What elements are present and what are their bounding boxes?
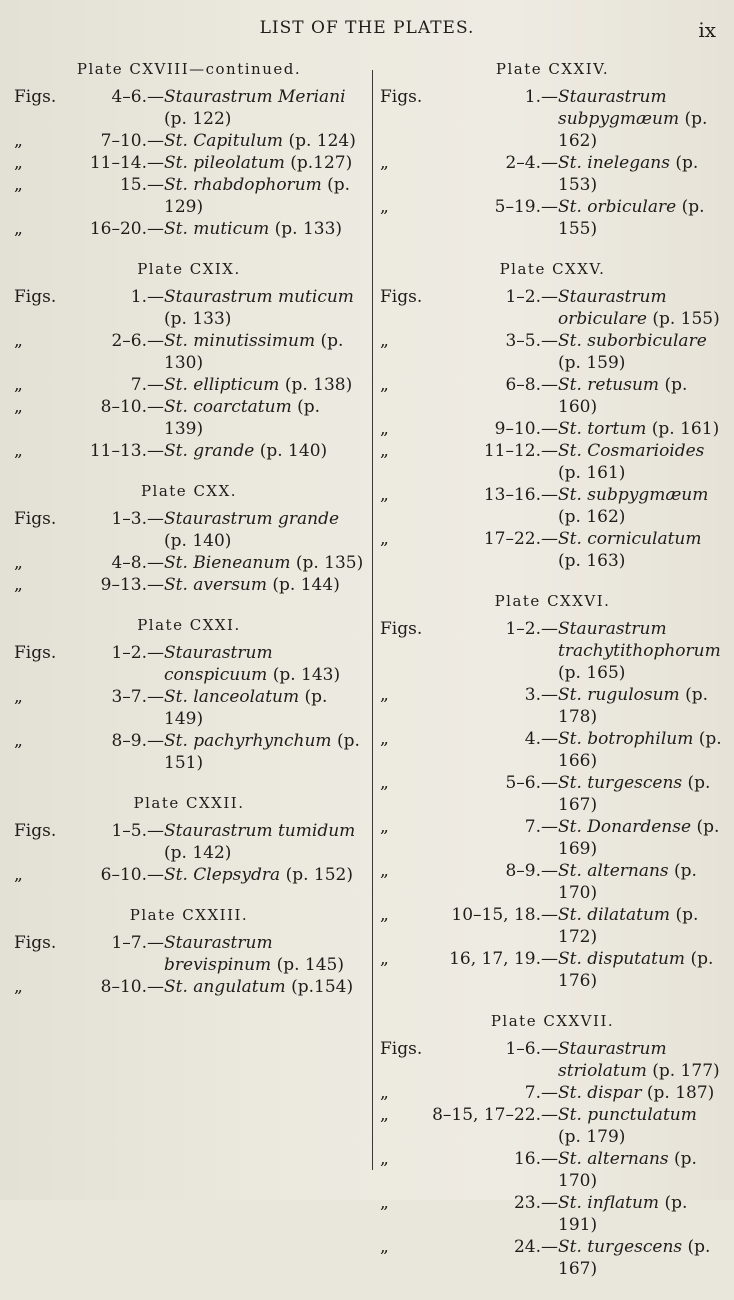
figs-label: „: [380, 485, 389, 505]
plate-section: [380, 260, 725, 572]
figure-entry: [14, 396, 364, 440]
figs-label: Figs.: [380, 287, 423, 307]
figure-entry: [14, 976, 364, 998]
species-name: St. muticum: [164, 219, 270, 239]
species-name: Staurastrum Meriani: [164, 87, 346, 107]
species-name: St. alternans: [558, 861, 669, 881]
figure-entry: [14, 440, 364, 462]
species-name: Staurastrum orbiculare: [558, 287, 667, 329]
page-reference: (p. 170): [558, 861, 697, 903]
species-entry: [164, 218, 364, 240]
figure-numbers: 6–8.—: [505, 375, 558, 395]
figure-numbers: 1–6.—: [505, 1039, 558, 1059]
figs-label: „: [380, 1105, 389, 1125]
figure-entry: [14, 174, 364, 218]
figs-label: „: [14, 731, 23, 751]
figs-label: Figs.: [14, 821, 57, 841]
figure-numbers: 1.—: [524, 87, 558, 107]
figs-label: „: [380, 1149, 389, 1169]
page-reference: (p. 191): [558, 1193, 688, 1235]
species-name: St. inelegans: [558, 153, 670, 173]
figure-entry: [380, 330, 725, 374]
figure-numbers: 13–16.—: [483, 485, 558, 505]
page-reference: (p. 176): [558, 949, 714, 991]
plate-title: Plate CXIX.: [137, 260, 241, 278]
figs-label: „: [380, 949, 389, 969]
figs-label: Figs.: [14, 643, 57, 663]
species-name: St. rhabdophorum: [164, 175, 322, 195]
figure-entry: [14, 286, 364, 330]
figs-label: „: [380, 529, 389, 549]
species-entry: [558, 152, 725, 196]
figure-entry: [14, 686, 364, 730]
species-name: St. dispar: [558, 1083, 642, 1103]
figure-numbers: 9–10.—: [494, 419, 558, 439]
species-name: St. grande: [164, 441, 255, 461]
page-reference: (p. 135): [295, 553, 364, 573]
figure-numbers: 2–4.—: [505, 153, 558, 173]
species-entry: [558, 860, 725, 904]
species-entry: [558, 484, 725, 528]
figure-entry: [380, 772, 725, 816]
figure-numbers: 9–13.—: [100, 575, 164, 595]
page-reference: (p. 133): [164, 309, 232, 329]
page-title: LIST OF THE PLATES.: [259, 18, 475, 38]
species-name: St. subpygmæum: [558, 485, 709, 505]
figure-entry: [380, 196, 725, 240]
figs-label: „: [14, 131, 23, 151]
plate-section: [14, 906, 364, 998]
figure-entry: [14, 130, 364, 152]
page-reference: (p. 133): [274, 219, 343, 239]
species-entry: [558, 1082, 725, 1104]
page-reference: (p. 172): [558, 905, 699, 947]
figs-label: „: [380, 1237, 389, 1257]
figure-numbers: 24.—: [513, 1237, 558, 1257]
plate-title: Plate CXVIII—continued.: [76, 60, 302, 78]
species-name: Staurastrum muticum: [164, 287, 354, 307]
plate-title: Plate CXXI.: [137, 616, 241, 634]
figs-label: Figs.: [14, 933, 57, 953]
figure-numbers: 10–15, 18.—: [451, 905, 558, 925]
figure-entry: [14, 86, 364, 130]
column-divider: [372, 70, 373, 1170]
page-reference: (p. 149): [164, 687, 328, 729]
plate-section: [14, 616, 364, 774]
figure-numbers: 5–6.—: [505, 773, 558, 793]
species-name: Staurastrum tumidum: [164, 821, 356, 841]
figure-entry: [14, 864, 364, 886]
figs-label: „: [14, 375, 23, 395]
figure-numbers: 2–6.—: [111, 331, 164, 351]
page-reference: (p. 162): [558, 507, 626, 527]
figs-label: „: [14, 441, 23, 461]
page-reference: (p. 152): [285, 865, 353, 885]
figs-label: „: [380, 1083, 389, 1103]
species-entry: [558, 816, 725, 860]
figure-entry: [380, 948, 725, 992]
page-reference: (p.127): [290, 153, 353, 173]
species-name: St. alternans: [558, 1149, 669, 1169]
figure-numbers: 8–9.—: [505, 861, 558, 881]
species-name: St. Bieneanum: [164, 553, 291, 573]
figs-label: „: [380, 197, 389, 217]
species-entry: [164, 864, 364, 886]
page-reference: (p. 153): [558, 153, 699, 195]
page-reference: (p. 160): [558, 375, 688, 417]
page-reference: (p. 178): [558, 685, 708, 727]
figure-entry: [380, 684, 725, 728]
species-entry: [164, 330, 364, 374]
page-reference: (p. 130): [164, 331, 344, 373]
plate-section: [14, 260, 364, 462]
plate-section: [14, 794, 364, 886]
figure-entry: [380, 440, 725, 484]
plate-title: Plate CXXIV.: [495, 60, 610, 78]
species-entry: [558, 904, 725, 948]
figure-entry: [380, 1082, 725, 1104]
figs-label: „: [380, 375, 389, 395]
figure-entry: [14, 330, 364, 374]
species-entry: [164, 440, 364, 462]
right-column: [380, 60, 725, 1300]
figure-entry: [14, 642, 364, 686]
species-entry: [164, 552, 364, 574]
figs-label: „: [14, 331, 23, 351]
figure-numbers: 7.—: [130, 375, 164, 395]
page-reference: (p. 162): [558, 109, 708, 151]
species-name: St. tortum: [558, 419, 647, 439]
figure-numbers: 7.—: [524, 1083, 558, 1103]
figs-label: „: [380, 817, 389, 837]
page-reference: (p. 170): [558, 1149, 697, 1191]
page-reference: (p. 179): [558, 1127, 626, 1147]
plate-section: [380, 592, 725, 992]
figs-label: „: [14, 175, 23, 195]
species-name: Staurastrum subpygmæum: [558, 87, 680, 129]
figs-label: Figs.: [380, 87, 423, 107]
species-entry: [164, 374, 364, 396]
species-name: St. punctulatum: [558, 1105, 697, 1125]
species-entry: [164, 976, 364, 998]
figure-numbers: 3–7.—: [111, 687, 164, 707]
species-name: St. aversum: [164, 575, 268, 595]
species-name: St. retusum: [558, 375, 660, 395]
species-entry: [164, 152, 364, 174]
species-name: St. coarctatum: [164, 397, 292, 417]
species-entry: [164, 932, 364, 976]
figs-label: „: [14, 219, 23, 239]
species-name: St. minutissimum: [164, 331, 316, 351]
species-entry: [558, 1104, 725, 1148]
figure-numbers: 16.—: [513, 1149, 558, 1169]
figure-entry: [380, 728, 725, 772]
figs-label: „: [14, 865, 23, 885]
figure-numbers: 11–12.—: [483, 441, 558, 461]
figure-entry: [14, 218, 364, 240]
figure-entry: [14, 508, 364, 552]
species-entry: [558, 1192, 725, 1236]
page-reference: (p. 155): [558, 197, 705, 239]
figs-label: „: [380, 861, 389, 881]
species-name: St. rugulosum: [558, 685, 680, 705]
species-name: St. pachyrhynchum: [164, 731, 332, 751]
species-entry: [558, 1236, 725, 1280]
figure-entry: [380, 286, 725, 330]
page-reference: (p. 187): [646, 1083, 715, 1103]
species-name: St. corniculatum: [558, 529, 702, 549]
species-name: St. Donardense: [558, 817, 692, 837]
page-reference: (p. 151): [164, 731, 360, 773]
page-reference: (p. 142): [164, 843, 232, 863]
species-name: Staurastrum trachytithophorum: [558, 619, 721, 661]
figure-numbers: 4–8.—: [111, 553, 164, 573]
figure-numbers: 8–15, 17–22.—: [432, 1105, 558, 1125]
species-entry: [558, 418, 725, 440]
species-name: Staurastrum brevispinum: [164, 933, 273, 975]
figure-entry: [380, 1038, 725, 1082]
plate-title: Plate CXXIII.: [129, 906, 249, 924]
page-reference: (p. 138): [284, 375, 353, 395]
species-name: Staurastrum striolatum: [558, 1039, 667, 1081]
species-name: St. Capitulum: [164, 131, 284, 151]
species-entry: [558, 1148, 725, 1192]
species-entry: [558, 1038, 725, 1082]
species-name: St. ellipticum: [164, 375, 280, 395]
page-reference: (p. 169): [558, 817, 720, 859]
page-reference: (p. 144): [272, 575, 340, 595]
species-entry: [164, 508, 364, 552]
figure-numbers: 16–20.—: [89, 219, 164, 239]
plate-section: [14, 482, 364, 596]
plate-title: Plate CXX.: [140, 482, 238, 500]
figs-label: Figs.: [14, 87, 57, 107]
figs-label: „: [380, 441, 389, 461]
figs-label: „: [14, 153, 23, 173]
figure-numbers: 1–2.—: [111, 643, 164, 663]
plate-title: Plate CXXII.: [133, 794, 245, 812]
figure-numbers: 1–5.—: [111, 821, 164, 841]
page-reference: (p. 139): [164, 397, 321, 439]
page-reference: (p. 155): [652, 309, 720, 329]
species-name: St. turgescens: [558, 1237, 683, 1257]
page-reference: (p. 165): [558, 663, 626, 683]
species-entry: [558, 684, 725, 728]
figure-numbers: 1.—: [130, 287, 164, 307]
species-entry: [164, 396, 364, 440]
plate-title: Plate CXXVI.: [494, 592, 611, 610]
page-reference: (p. 167): [558, 1237, 711, 1279]
page-reference: (p. 143): [272, 665, 341, 685]
figure-numbers: 17–22.—: [483, 529, 558, 549]
plate-section: [380, 60, 725, 240]
page-reference: (p. 161): [558, 463, 626, 483]
figs-label: „: [14, 397, 23, 417]
species-entry: [558, 728, 725, 772]
figure-numbers: 8–10.—: [100, 397, 164, 417]
figure-entry: [380, 1192, 725, 1236]
species-entry: [164, 86, 364, 130]
figure-entry: [14, 552, 364, 574]
figure-numbers: 5–19.—: [494, 197, 558, 217]
figure-numbers: 3–5.—: [505, 331, 558, 351]
species-entry: [164, 820, 364, 864]
figure-entry: [380, 860, 725, 904]
page-reference: (p. 163): [558, 551, 626, 571]
figs-label: „: [380, 729, 389, 749]
plate-title: Plate CXXV.: [499, 260, 606, 278]
species-entry: [164, 130, 364, 152]
figure-numbers: 4.—: [524, 729, 558, 749]
page-reference: (p. 166): [558, 729, 722, 771]
figure-numbers: 3.—: [524, 685, 558, 705]
species-entry: [558, 772, 725, 816]
figure-numbers: 1–3.—: [111, 509, 164, 529]
figs-label: „: [380, 905, 389, 925]
figure-numbers: 23.—: [513, 1193, 558, 1213]
species-name: St. botrophilum: [558, 729, 694, 749]
species-name: St. Clepsydra: [164, 865, 281, 885]
species-entry: [558, 86, 725, 152]
figure-entry: [14, 730, 364, 774]
figure-numbers: 11–14.—: [89, 153, 164, 173]
figs-label: Figs.: [380, 1039, 423, 1059]
figure-numbers: 8–9.—: [111, 731, 164, 751]
figure-numbers: 8–10.—: [100, 977, 164, 997]
figure-entry: [14, 820, 364, 864]
figure-numbers: 7–10.—: [100, 131, 164, 151]
page-reference: (p. 161): [651, 419, 720, 439]
page-reference: (p. 140): [259, 441, 328, 461]
species-entry: [164, 730, 364, 774]
figure-numbers: 16, 17, 19.—: [449, 949, 558, 969]
figure-entry: [380, 618, 725, 684]
species-entry: [164, 686, 364, 730]
species-entry: [558, 528, 725, 572]
left-column: [14, 60, 364, 1018]
species-entry: [164, 174, 364, 218]
figure-entry: [14, 374, 364, 396]
page-reference: (p. 140): [164, 531, 232, 551]
figure-entry: [380, 418, 725, 440]
figs-label: „: [14, 977, 23, 997]
species-entry: [164, 642, 364, 686]
figs-label: „: [380, 153, 389, 173]
figure-numbers: 1–2.—: [505, 619, 558, 639]
page-reference: (p.154): [291, 977, 354, 997]
page-reference: (p. 159): [558, 353, 626, 373]
species-name: St. lanceolatum: [164, 687, 300, 707]
page-reference: (p. 177): [652, 1061, 720, 1081]
species-entry: [558, 440, 725, 484]
species-entry: [558, 374, 725, 418]
figure-entry: [380, 374, 725, 418]
species-name: St. angulatum: [164, 977, 286, 997]
page-reference: (p. 145): [276, 955, 344, 975]
species-entry: [558, 286, 725, 330]
page-reference: (p. 124): [288, 131, 356, 151]
figs-label: „: [14, 687, 23, 707]
species-name: St. inflatum: [558, 1193, 660, 1213]
figs-label: „: [380, 685, 389, 705]
species-name: St. turgescens: [558, 773, 683, 793]
figure-entry: [380, 816, 725, 860]
species-name: St. suborbiculare: [558, 331, 707, 351]
figure-numbers: 6–10.—: [100, 865, 164, 885]
figure-numbers: 7.—: [524, 817, 558, 837]
figure-entry: [14, 932, 364, 976]
figs-label: „: [380, 419, 389, 439]
plate-section: [380, 1012, 725, 1280]
figs-label: Figs.: [380, 619, 423, 639]
figure-numbers: 1–2.—: [505, 287, 558, 307]
figure-entry: [14, 574, 364, 596]
page-reference: (p. 167): [558, 773, 711, 815]
figure-entry: [380, 152, 725, 196]
figs-label: „: [14, 553, 23, 573]
page-reference: (p. 122): [164, 109, 232, 129]
species-entry: [164, 286, 364, 330]
plate-section: [14, 60, 364, 240]
figure-numbers: 11–13.—: [89, 441, 164, 461]
page-number: ix: [698, 18, 716, 42]
species-name: Staurastrum conspicuum: [164, 643, 273, 685]
page-reference: (p. 129): [164, 175, 351, 217]
species-name: St. disputatum: [558, 949, 686, 969]
species-entry: [164, 574, 364, 596]
figure-entry: [380, 1148, 725, 1192]
species-entry: [558, 948, 725, 992]
figs-label: Figs.: [14, 287, 57, 307]
figure-entry: [380, 484, 725, 528]
species-name: St. orbiculare: [558, 197, 677, 217]
figure-entry: [14, 152, 364, 174]
figure-numbers: 15.—: [119, 175, 164, 195]
species-entry: [558, 330, 725, 374]
figure-numbers: 1–7.—: [111, 933, 164, 953]
figure-numbers: 4–6.—: [111, 87, 164, 107]
species-name: St. dilatatum: [558, 905, 671, 925]
figs-label: „: [380, 331, 389, 351]
figs-label: Figs.: [14, 509, 57, 529]
figs-label: „: [14, 575, 23, 595]
figs-label: „: [380, 1193, 389, 1213]
figure-entry: [380, 86, 725, 152]
species-entry: [558, 618, 725, 684]
species-name: St. pileolatum: [164, 153, 285, 173]
species-name: St. Cosmarioides: [558, 441, 705, 461]
figure-entry: [380, 1236, 725, 1280]
figure-entry: [380, 1104, 725, 1148]
plate-title: Plate CXXVII.: [490, 1012, 615, 1030]
figs-label: „: [380, 773, 389, 793]
species-entry: [558, 196, 725, 240]
figure-entry: [380, 528, 725, 572]
figure-entry: [380, 904, 725, 948]
species-name: Staurastrum grande: [164, 509, 340, 529]
